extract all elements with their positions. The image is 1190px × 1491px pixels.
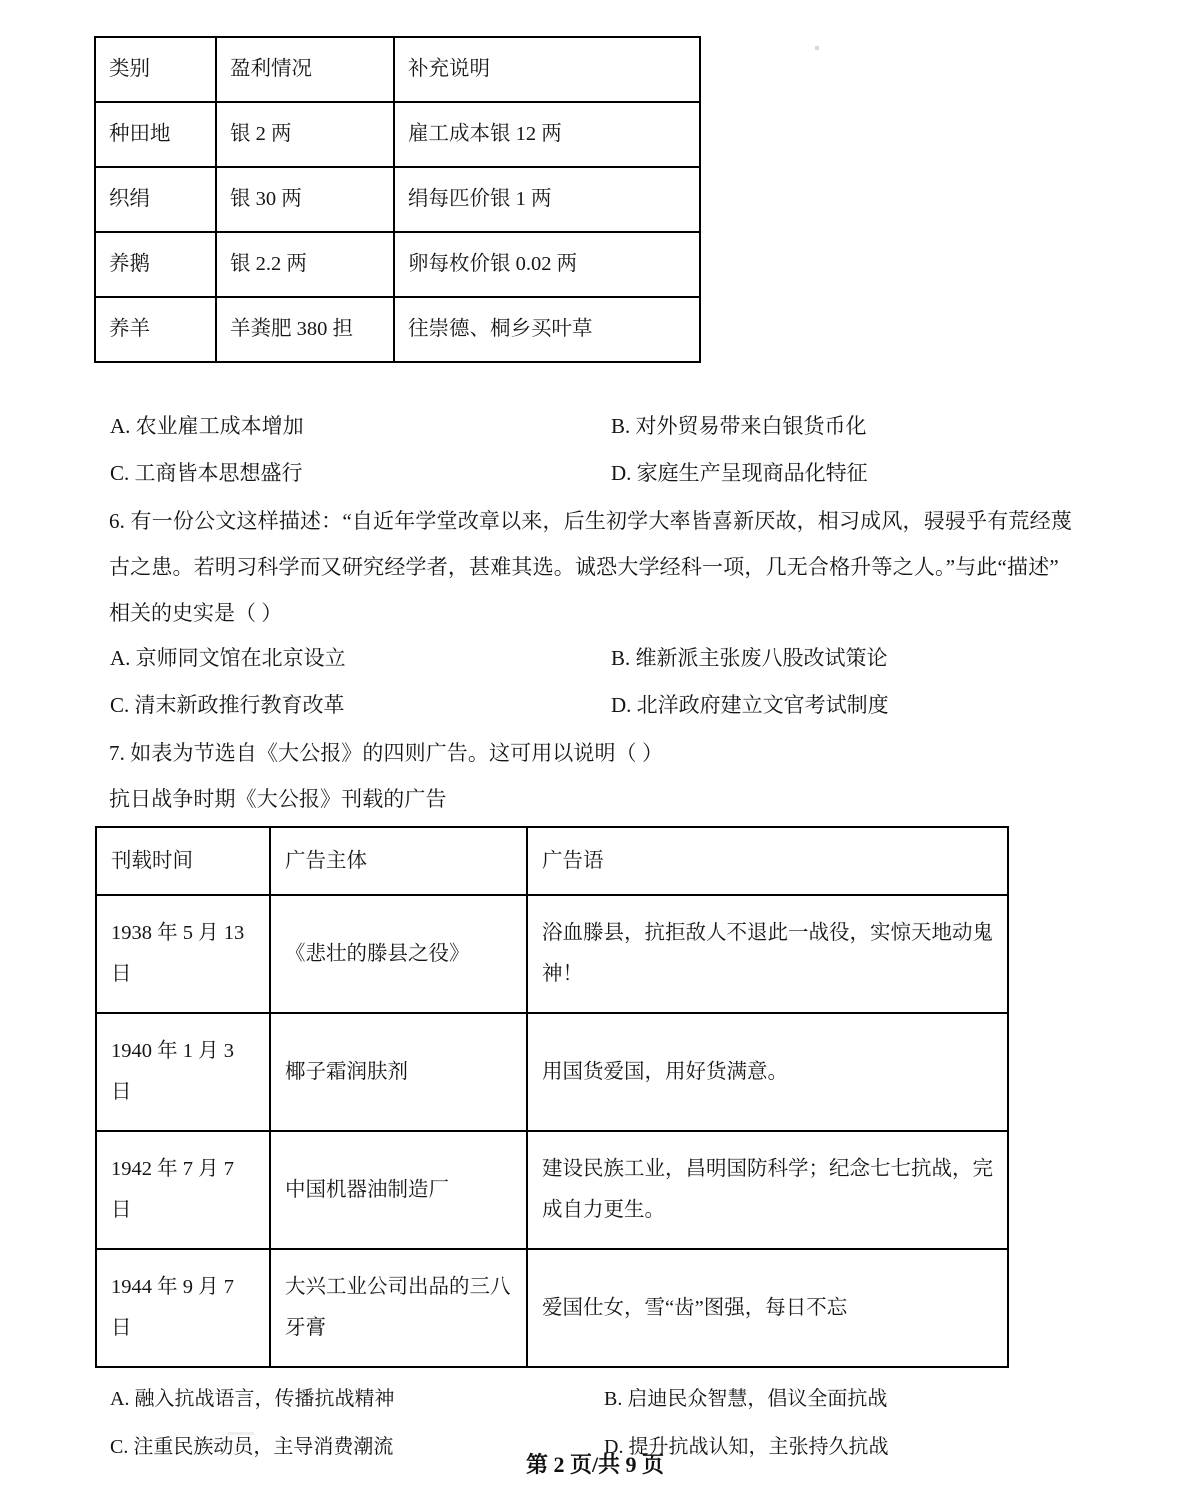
option-text: 启迪民众智慧，倡议全面抗战 <box>627 1388 888 1410</box>
option-key: A. <box>110 646 131 670</box>
table-cell: 银 2.2 两 <box>216 232 394 297</box>
option-text: 京师同文馆在北京设立 <box>135 646 346 670</box>
option-text: 对外贸易带来白银货币化 <box>635 414 867 438</box>
option-text: 维新派主张废八股改试策论 <box>635 646 888 670</box>
table-cell-slogan: 建设民族工业，昌明国防科学；纪念七七抗战，完成自力更生。 <box>527 1131 1008 1249</box>
table-cell: 往崇德、桐乡买叶草 <box>394 297 700 362</box>
option-b[interactable] <box>611 636 888 680</box>
table-cell-subject: 椰子霜润肤剂 <box>270 1013 527 1131</box>
option-key: C. <box>110 693 130 717</box>
option-b[interactable] <box>611 404 867 448</box>
question7-table-caption: 抗日战争时期《大公报》刊载的广告 <box>109 787 447 811</box>
table-cell: 雇工成本银 12 两 <box>394 102 700 167</box>
table-cell-subject: 《悲壮的滕县之役》 <box>270 895 527 1013</box>
option-b[interactable] <box>604 1377 887 1421</box>
table-row-header <box>96 827 1008 895</box>
table-cell-slogan: 用国货爱国，用好货满意。 <box>527 1013 1008 1131</box>
table-cell-slogan: 爱国仕女，雪“齿”图强，每日不忘 <box>527 1249 1008 1367</box>
option-text: 融入抗战语言，传播抗战精神 <box>134 1388 395 1410</box>
table-cell-date: 1938 年 5 月 13 日 <box>96 895 270 1013</box>
option-key: B. <box>611 646 631 670</box>
table-cell: 种田地 <box>95 102 216 167</box>
table-cell-subject: 中国机器油制造厂 <box>270 1131 527 1249</box>
question6-stem-line2: 古之患。若明习科学而又研究经学者，甚难其选。诚恐大学经科一项，几无合格升等之人。”与此“描述” <box>109 555 1059 579</box>
option-text: 清末新政推行教育改革 <box>134 693 345 717</box>
question7-options-row-1 <box>110 1377 1110 1421</box>
option-key: D. <box>611 461 632 485</box>
question6-options-row-1 <box>110 636 1110 680</box>
question6-stem <box>109 498 1102 636</box>
table-row <box>95 167 700 232</box>
option-text: 提升抗战认知，主张持久抗战 <box>628 1436 889 1458</box>
option-a[interactable] <box>110 404 304 448</box>
scan-speck-artifact <box>815 46 819 50</box>
table-cell-subject: 大兴工业公司出品的三八牙膏 <box>270 1249 527 1367</box>
option-c[interactable] <box>110 683 345 727</box>
table-cell: 绢每匹价银 1 两 <box>394 167 700 232</box>
table-row <box>96 1013 1008 1131</box>
question6-stem-line1: 6. 有一份公文这样描述：“自近年学堂改章以来，后生初学大率皆喜新厌故，相习成风，骎骎乎有荒经蔑 <box>109 509 1072 533</box>
option-a[interactable] <box>110 636 346 680</box>
table-row <box>96 895 1008 1013</box>
table-row-header <box>95 37 700 102</box>
option-key: A. <box>110 1388 130 1410</box>
table-cell: 羊粪肥 380 担 <box>216 297 394 362</box>
option-key: D. <box>604 1436 624 1458</box>
question5-options-row-1 <box>110 404 1110 448</box>
option-text: 工商皆本思想盛行 <box>134 461 303 485</box>
table-header-cell: 类别 <box>95 37 216 102</box>
table-cell-date: 1942 年 7 月 7 日 <box>96 1131 270 1249</box>
option-key: B. <box>604 1388 623 1410</box>
table-cell: 卵每枚价银 0.02 两 <box>394 232 700 297</box>
table-cell-slogan: 浴血滕县，抗拒敌人不退此一战役，实惊天地动鬼神！ <box>527 895 1008 1013</box>
table-row <box>95 102 700 167</box>
option-d[interactable] <box>611 683 889 727</box>
table-row <box>96 1249 1008 1367</box>
option-text: 农业雇工成本增加 <box>135 414 304 438</box>
option-key: A. <box>110 414 131 438</box>
page-number-footer: 第 2 页/共 9 页 <box>525 1452 665 1477</box>
option-key: C. <box>110 1436 129 1458</box>
table-cell: 养羊 <box>95 297 216 362</box>
option-c[interactable] <box>110 451 303 495</box>
option-text: 注重民族动员，主导消费潮流 <box>133 1436 394 1458</box>
table-cell: 银 2 两 <box>216 102 394 167</box>
option-a[interactable] <box>110 1377 394 1421</box>
option-text: 家庭生产呈现商品化特征 <box>636 461 868 485</box>
profit-table <box>94 36 701 363</box>
question6-stem-line3: 相关的史实是（ ） <box>109 601 283 625</box>
table-header-cell: 刊载时间 <box>96 827 270 895</box>
table-cell: 银 30 两 <box>216 167 394 232</box>
table-header-cell: 广告主体 <box>270 827 527 895</box>
advertisement-table <box>95 826 1009 1368</box>
table-cell-date: 1940 年 1 月 3 日 <box>96 1013 270 1131</box>
question5-options-row-2 <box>110 451 1110 495</box>
table-row <box>96 1131 1008 1249</box>
table-row <box>95 232 700 297</box>
option-key: C. <box>110 461 130 485</box>
table-header-cell: 广告语 <box>527 827 1008 895</box>
table-cell: 织绢 <box>95 167 216 232</box>
option-key: D. <box>611 693 632 717</box>
table-header-cell: 盈利情况 <box>216 37 394 102</box>
option-d[interactable] <box>611 451 868 495</box>
table-cell-date: 1944 年 9 月 7 日 <box>96 1249 270 1367</box>
question6-options-row-2 <box>110 683 1110 727</box>
option-text: 北洋政府建立文官考试制度 <box>636 693 889 717</box>
option-key: B. <box>611 414 631 438</box>
table-row <box>95 297 700 362</box>
table-cell: 养鹅 <box>95 232 216 297</box>
question7-stem: 7. 如表为节选自《大公报》的四则广告。这可用以说明（ ） <box>109 741 664 765</box>
table-header-cell: 补充说明 <box>394 37 700 102</box>
